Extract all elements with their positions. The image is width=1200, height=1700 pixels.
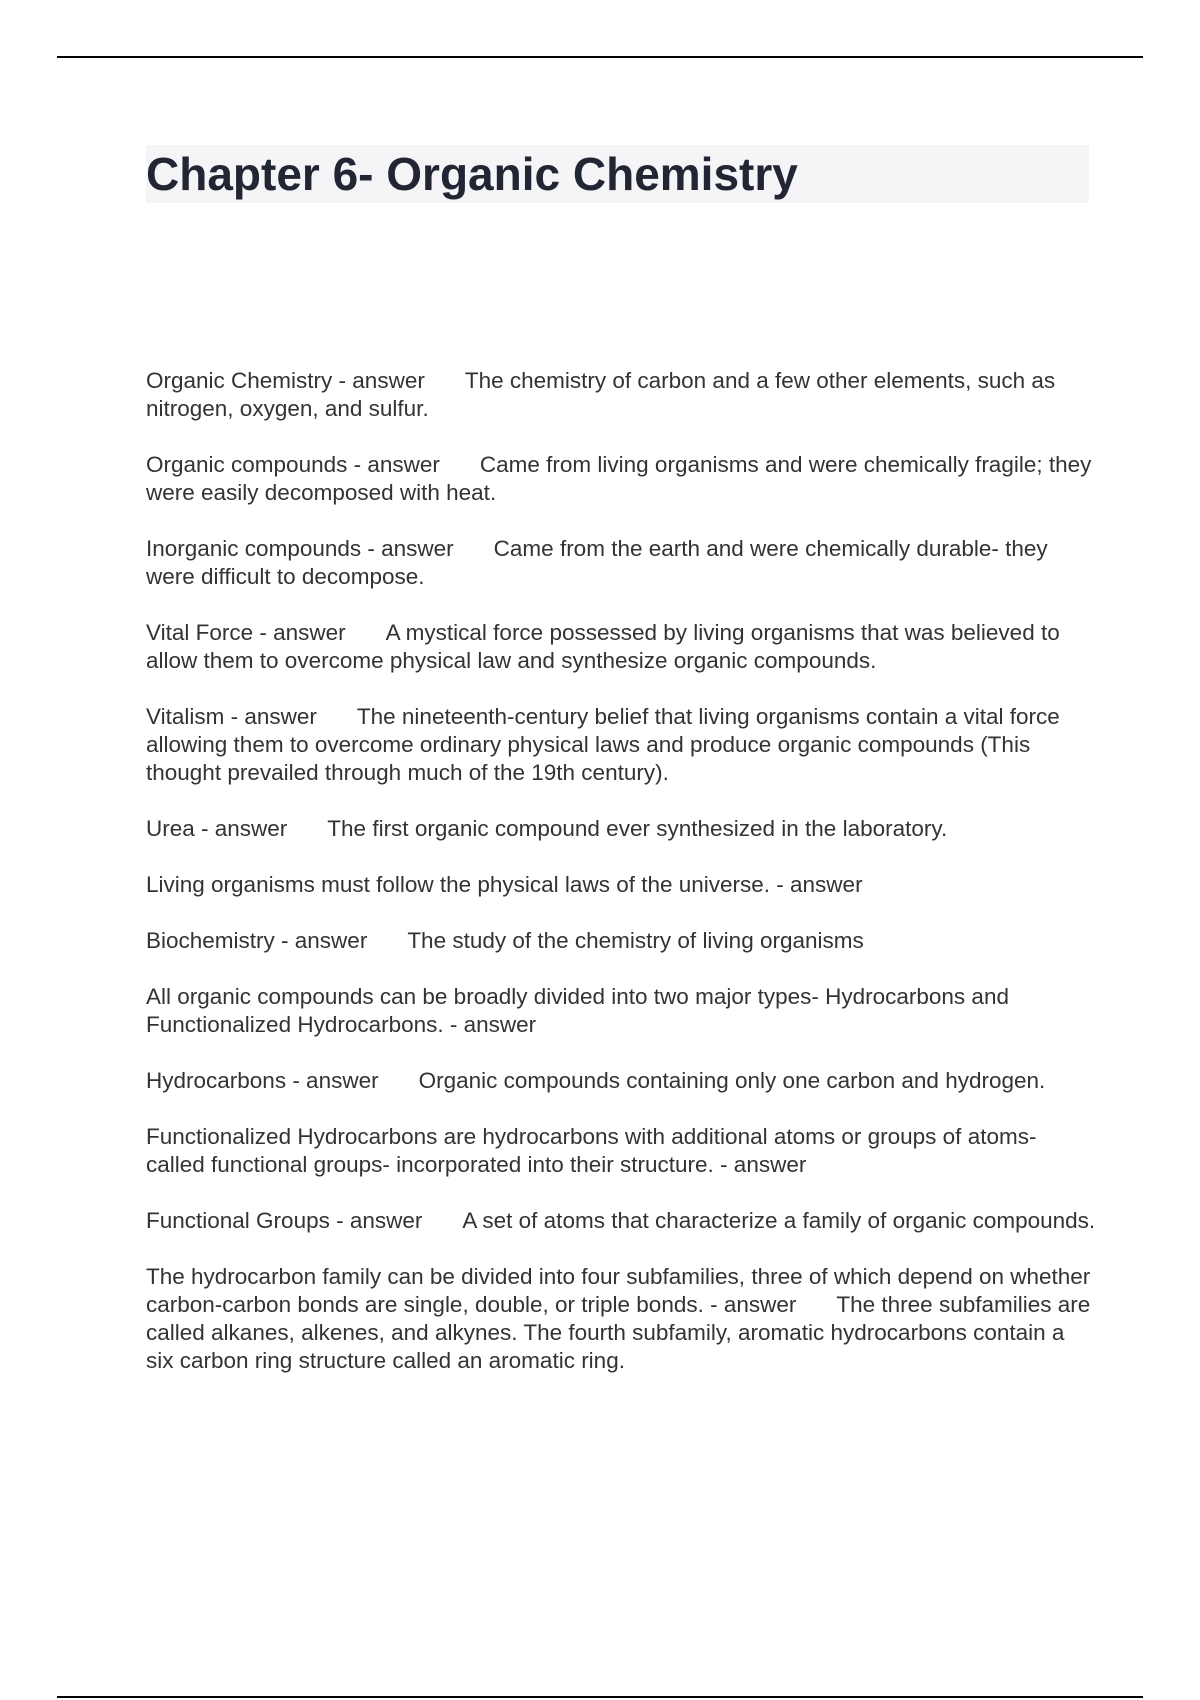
entry-term: Biochemistry - answer bbox=[146, 928, 368, 953]
entry-term: All organic compounds can be broadly divided into two major types- Hydrocarbons and Functionalized Hydrocarbons. - answer bbox=[146, 984, 1009, 1037]
flashcard-entry bbox=[146, 1263, 1096, 1375]
flashcard-entry bbox=[146, 535, 1096, 591]
flashcard-entry bbox=[146, 1123, 1096, 1179]
flashcard-entry bbox=[146, 927, 1096, 955]
entry-term: The hydrocarbon family can be divided into four subfamilies, three of which depend on whether carbon-carbon bonds are single, double, or triple bonds. - answer bbox=[146, 1264, 1091, 1317]
entry-definition: Came from the earth and were chemically durable- they were difficult to decompose. bbox=[146, 536, 1048, 589]
page-title: Chapter 6- Organic Chemistry bbox=[146, 148, 798, 200]
flashcard-list bbox=[146, 367, 1096, 1403]
entry-definition: The three subfamilies are called alkanes, alkenes, and alkynes. The fourth subfamily, aromatic hydrocarbons contain a six carbon ring structure called an aromatic ring. bbox=[146, 1292, 1091, 1373]
flashcard-entry bbox=[146, 983, 1096, 1039]
flashcard-entry bbox=[146, 1067, 1096, 1095]
entry-definition: The nineteenth-century belief that living organisms contain a vital force allowing them to overcome ordinary physical laws and produce organic compounds (This thought prevailed through much of the 19th century). bbox=[146, 704, 1060, 785]
entry-definition: A mystical force possessed by living organisms that was believed to allow them to overcome physical law and synthesize organic compounds. bbox=[146, 620, 1060, 673]
bottom-divider bbox=[57, 1696, 1143, 1698]
entry-term: Vital Force - answer bbox=[146, 620, 346, 645]
entry-definition: A set of atoms that characterize a family of organic compounds. bbox=[462, 1208, 1096, 1233]
flashcard-entry bbox=[146, 367, 1096, 423]
entry-term: Urea - answer bbox=[146, 816, 288, 841]
entry-term: Living organisms must follow the physical laws of the universe. - answer bbox=[146, 872, 863, 897]
flashcard-entry bbox=[146, 619, 1096, 675]
entry-term: Inorganic compounds - answer bbox=[146, 536, 454, 561]
entry-definition: The first organic compound ever synthesized in the laboratory. bbox=[327, 816, 948, 841]
entry-definition: Came from living organisms and were chemically fragile; they were easily decomposed with heat. bbox=[146, 452, 1092, 505]
flashcard-entry bbox=[146, 815, 1096, 843]
entry-definition: The study of the chemistry of living organisms bbox=[407, 928, 864, 953]
top-divider bbox=[57, 56, 1143, 58]
entry-term: Organic compounds - answer bbox=[146, 452, 440, 477]
flashcard-entry bbox=[146, 871, 1096, 899]
entry-term: Functional Groups - answer bbox=[146, 1208, 423, 1233]
entry-term: Vitalism - answer bbox=[146, 704, 317, 729]
flashcard-entry bbox=[146, 1207, 1096, 1235]
entry-term: Functionalized Hydrocarbons are hydrocarbons with additional atoms or groups of atoms- called functional groups- incorporated into their structure. - answer bbox=[146, 1124, 1037, 1177]
entry-term: Hydrocarbons - answer bbox=[146, 1068, 379, 1093]
flashcard-entry bbox=[146, 703, 1096, 787]
flashcard-entry bbox=[146, 451, 1096, 507]
entry-term: Organic Chemistry - answer bbox=[146, 368, 425, 393]
entry-definition: The chemistry of carbon and a few other elements, such as nitrogen, oxygen, and sulfur. bbox=[146, 368, 1056, 421]
entry-definition: Organic compounds containing only one carbon and hydrogen. bbox=[418, 1068, 1046, 1093]
